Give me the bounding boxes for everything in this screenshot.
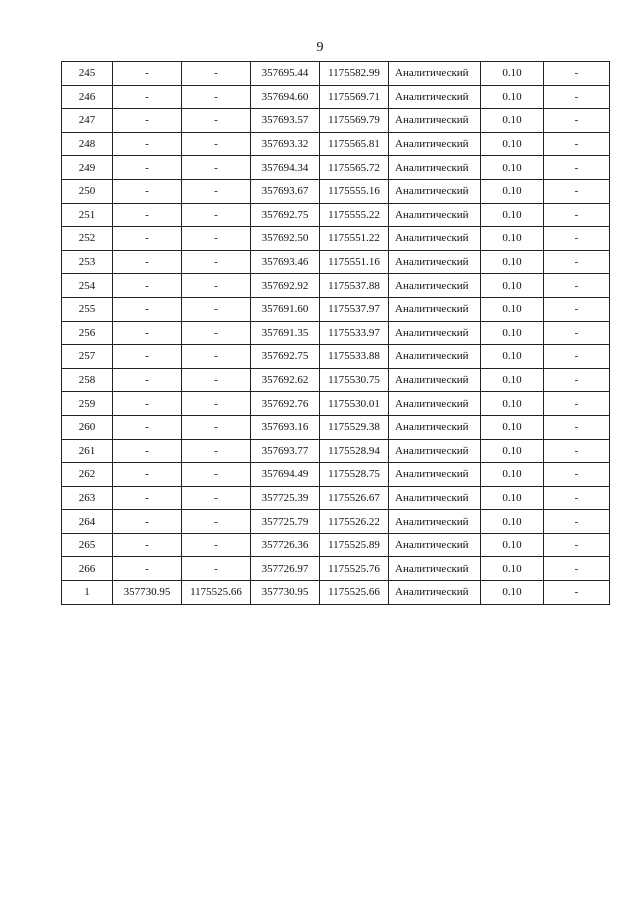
x-old-cell: - — [113, 368, 182, 392]
y-old-cell: - — [182, 179, 251, 203]
x-old-cell: 357730.95 — [113, 581, 182, 605]
method-cell: Аналитический — [389, 392, 481, 416]
method-cell: Аналитический — [389, 510, 481, 534]
y-new-cell: 1175555.22 — [320, 203, 389, 227]
x-new-cell: 357693.46 — [251, 250, 320, 274]
y-old-cell: 1175525.66 — [182, 581, 251, 605]
note-cell: - — [544, 132, 610, 156]
y-new-cell: 1175525.66 — [320, 581, 389, 605]
note-cell: - — [544, 227, 610, 251]
y-new-cell: 1175537.97 — [320, 297, 389, 321]
method-cell: Аналитический — [389, 132, 481, 156]
x-old-cell: - — [113, 486, 182, 510]
note-cell: - — [544, 439, 610, 463]
y-new-cell: 1175569.79 — [320, 109, 389, 133]
table-row — [62, 581, 610, 605]
y-old-cell: - — [182, 109, 251, 133]
accuracy-cell: 0.10 — [481, 510, 544, 534]
x-new-cell: 357692.75 — [251, 345, 320, 369]
point-number-cell: 251 — [62, 203, 113, 227]
point-number-cell: 258 — [62, 368, 113, 392]
accuracy-cell: 0.10 — [481, 227, 544, 251]
table-row — [62, 368, 610, 392]
x-old-cell: - — [113, 274, 182, 298]
accuracy-cell: 0.10 — [481, 557, 544, 581]
point-number-cell: 249 — [62, 156, 113, 180]
y-old-cell: - — [182, 250, 251, 274]
x-old-cell: - — [113, 109, 182, 133]
table-row — [62, 297, 610, 321]
method-cell: Аналитический — [389, 321, 481, 345]
note-cell: - — [544, 345, 610, 369]
y-new-cell: 1175530.01 — [320, 392, 389, 416]
y-old-cell: - — [182, 486, 251, 510]
y-new-cell: 1175528.94 — [320, 439, 389, 463]
y-new-cell: 1175565.81 — [320, 132, 389, 156]
accuracy-cell: 0.10 — [481, 486, 544, 510]
point-number-cell: 263 — [62, 486, 113, 510]
y-new-cell: 1175533.88 — [320, 345, 389, 369]
x-old-cell: - — [113, 203, 182, 227]
note-cell: - — [544, 297, 610, 321]
y-old-cell: - — [182, 85, 251, 109]
y-new-cell: 1175569.71 — [320, 85, 389, 109]
x-new-cell: 357693.32 — [251, 132, 320, 156]
point-number-cell: 265 — [62, 533, 113, 557]
table-row — [62, 345, 610, 369]
method-cell: Аналитический — [389, 62, 481, 86]
table-row — [62, 62, 610, 86]
point-number-cell: 260 — [62, 415, 113, 439]
method-cell: Аналитический — [389, 250, 481, 274]
method-cell: Аналитический — [389, 85, 481, 109]
x-old-cell: - — [113, 132, 182, 156]
accuracy-cell: 0.10 — [481, 274, 544, 298]
method-cell: Аналитический — [389, 156, 481, 180]
point-number-cell: 257 — [62, 345, 113, 369]
table-row — [62, 274, 610, 298]
table-row — [62, 392, 610, 416]
x-old-cell: - — [113, 85, 182, 109]
y-new-cell: 1175551.22 — [320, 227, 389, 251]
y-new-cell: 1175528.75 — [320, 463, 389, 487]
x-new-cell: 357695.44 — [251, 62, 320, 86]
accuracy-cell: 0.10 — [481, 85, 544, 109]
x-old-cell: - — [113, 533, 182, 557]
y-old-cell: - — [182, 439, 251, 463]
note-cell: - — [544, 156, 610, 180]
x-new-cell: 357725.79 — [251, 510, 320, 534]
y-old-cell: - — [182, 415, 251, 439]
y-new-cell: 1175582.99 — [320, 62, 389, 86]
table-row — [62, 250, 610, 274]
accuracy-cell: 0.10 — [481, 463, 544, 487]
x-old-cell: - — [113, 345, 182, 369]
y-new-cell: 1175551.16 — [320, 250, 389, 274]
y-new-cell: 1175530.75 — [320, 368, 389, 392]
point-number-cell: 266 — [62, 557, 113, 581]
x-old-cell: - — [113, 439, 182, 463]
y-old-cell: - — [182, 297, 251, 321]
note-cell: - — [544, 109, 610, 133]
y-old-cell: - — [182, 62, 251, 86]
note-cell: - — [544, 203, 610, 227]
x-old-cell: - — [113, 463, 182, 487]
y-old-cell: - — [182, 132, 251, 156]
x-new-cell: 357692.76 — [251, 392, 320, 416]
y-old-cell: - — [182, 533, 251, 557]
note-cell: - — [544, 510, 610, 534]
method-cell: Аналитический — [389, 227, 481, 251]
point-number-cell: 246 — [62, 85, 113, 109]
method-cell: Аналитический — [389, 345, 481, 369]
accuracy-cell: 0.10 — [481, 156, 544, 180]
point-number-cell: 253 — [62, 250, 113, 274]
accuracy-cell: 0.10 — [481, 250, 544, 274]
accuracy-cell: 0.10 — [481, 581, 544, 605]
note-cell: - — [544, 581, 610, 605]
y-old-cell: - — [182, 557, 251, 581]
table-row — [62, 439, 610, 463]
point-number-cell: 1 — [62, 581, 113, 605]
table-row — [62, 85, 610, 109]
accuracy-cell: 0.10 — [481, 203, 544, 227]
note-cell: - — [544, 486, 610, 510]
table-row — [62, 415, 610, 439]
y-old-cell: - — [182, 156, 251, 180]
method-cell: Аналитический — [389, 533, 481, 557]
point-number-cell: 256 — [62, 321, 113, 345]
accuracy-cell: 0.10 — [481, 62, 544, 86]
accuracy-cell: 0.10 — [481, 109, 544, 133]
note-cell: - — [544, 533, 610, 557]
point-number-cell: 248 — [62, 132, 113, 156]
note-cell: - — [544, 250, 610, 274]
table-row — [62, 533, 610, 557]
note-cell: - — [544, 392, 610, 416]
x-new-cell: 357692.75 — [251, 203, 320, 227]
method-cell: Аналитический — [389, 463, 481, 487]
x-new-cell: 357694.60 — [251, 85, 320, 109]
page-number: 9 — [316, 40, 324, 55]
x-new-cell: 357693.67 — [251, 179, 320, 203]
table-row — [62, 203, 610, 227]
accuracy-cell: 0.10 — [481, 297, 544, 321]
point-number-cell: 262 — [62, 463, 113, 487]
accuracy-cell: 0.10 — [481, 321, 544, 345]
y-old-cell: - — [182, 510, 251, 534]
y-new-cell: 1175537.88 — [320, 274, 389, 298]
x-new-cell: 357692.62 — [251, 368, 320, 392]
table-row — [62, 463, 610, 487]
note-cell: - — [544, 463, 610, 487]
x-old-cell: - — [113, 179, 182, 203]
method-cell: Аналитический — [389, 557, 481, 581]
method-cell: Аналитический — [389, 415, 481, 439]
y-old-cell: - — [182, 203, 251, 227]
note-cell: - — [544, 85, 610, 109]
accuracy-cell: 0.10 — [481, 345, 544, 369]
table-row — [62, 486, 610, 510]
x-new-cell: 357693.16 — [251, 415, 320, 439]
point-number-cell: 264 — [62, 510, 113, 534]
x-new-cell: 357691.35 — [251, 321, 320, 345]
note-cell: - — [544, 368, 610, 392]
x-new-cell: 357726.36 — [251, 533, 320, 557]
y-new-cell: 1175525.89 — [320, 533, 389, 557]
method-cell: Аналитический — [389, 439, 481, 463]
point-number-cell: 252 — [62, 227, 113, 251]
accuracy-cell: 0.10 — [481, 132, 544, 156]
x-new-cell: 357691.60 — [251, 297, 320, 321]
note-cell: - — [544, 179, 610, 203]
method-cell: Аналитический — [389, 486, 481, 510]
point-number-cell: 259 — [62, 392, 113, 416]
note-cell: - — [544, 321, 610, 345]
accuracy-cell: 0.10 — [481, 392, 544, 416]
accuracy-cell: 0.10 — [481, 415, 544, 439]
accuracy-cell: 0.10 — [481, 179, 544, 203]
y-old-cell: - — [182, 368, 251, 392]
accuracy-cell: 0.10 — [481, 533, 544, 557]
y-old-cell: - — [182, 392, 251, 416]
table-row — [62, 109, 610, 133]
x-new-cell: 357694.34 — [251, 156, 320, 180]
y-old-cell: - — [182, 321, 251, 345]
note-cell: - — [544, 274, 610, 298]
note-cell: - — [544, 415, 610, 439]
y-new-cell: 1175526.67 — [320, 486, 389, 510]
y-new-cell: 1175533.97 — [320, 321, 389, 345]
y-new-cell: 1175565.72 — [320, 156, 389, 180]
table-row — [62, 557, 610, 581]
point-number-cell: 255 — [62, 297, 113, 321]
method-cell: Аналитический — [389, 109, 481, 133]
y-old-cell: - — [182, 463, 251, 487]
x-old-cell: - — [113, 250, 182, 274]
x-old-cell: - — [113, 321, 182, 345]
table-row — [62, 132, 610, 156]
y-old-cell: - — [182, 227, 251, 251]
point-number-cell: 254 — [62, 274, 113, 298]
point-number-cell: 245 — [62, 62, 113, 86]
note-cell: - — [544, 557, 610, 581]
y-new-cell: 1175529.38 — [320, 415, 389, 439]
x-new-cell: 357693.57 — [251, 109, 320, 133]
table-body — [62, 62, 610, 605]
x-old-cell: - — [113, 510, 182, 534]
x-new-cell: 357693.77 — [251, 439, 320, 463]
table-row — [62, 156, 610, 180]
table-row — [62, 227, 610, 251]
x-old-cell: - — [113, 62, 182, 86]
method-cell: Аналитический — [389, 274, 481, 298]
method-cell: Аналитический — [389, 297, 481, 321]
x-old-cell: - — [113, 156, 182, 180]
accuracy-cell: 0.10 — [481, 368, 544, 392]
y-old-cell: - — [182, 274, 251, 298]
x-new-cell: 357694.49 — [251, 463, 320, 487]
note-cell: - — [544, 62, 610, 86]
y-new-cell: 1175555.16 — [320, 179, 389, 203]
table-row — [62, 179, 610, 203]
x-new-cell: 357730.95 — [251, 581, 320, 605]
point-number-cell: 250 — [62, 179, 113, 203]
x-new-cell: 357726.97 — [251, 557, 320, 581]
point-number-cell: 247 — [62, 109, 113, 133]
method-cell: Аналитический — [389, 179, 481, 203]
x-old-cell: - — [113, 415, 182, 439]
method-cell: Аналитический — [389, 581, 481, 605]
x-old-cell: - — [113, 297, 182, 321]
x-new-cell: 357692.92 — [251, 274, 320, 298]
y-new-cell: 1175525.76 — [320, 557, 389, 581]
x-new-cell: 357692.50 — [251, 227, 320, 251]
x-new-cell: 357725.39 — [251, 486, 320, 510]
point-number-cell: 261 — [62, 439, 113, 463]
y-old-cell: - — [182, 345, 251, 369]
y-new-cell: 1175526.22 — [320, 510, 389, 534]
x-old-cell: - — [113, 392, 182, 416]
method-cell: Аналитический — [389, 203, 481, 227]
table-row — [62, 321, 610, 345]
x-old-cell: - — [113, 227, 182, 251]
x-old-cell: - — [113, 557, 182, 581]
method-cell: Аналитический — [389, 368, 481, 392]
accuracy-cell: 0.10 — [481, 439, 544, 463]
table-row — [62, 510, 610, 534]
coordinates-table — [61, 61, 610, 605]
